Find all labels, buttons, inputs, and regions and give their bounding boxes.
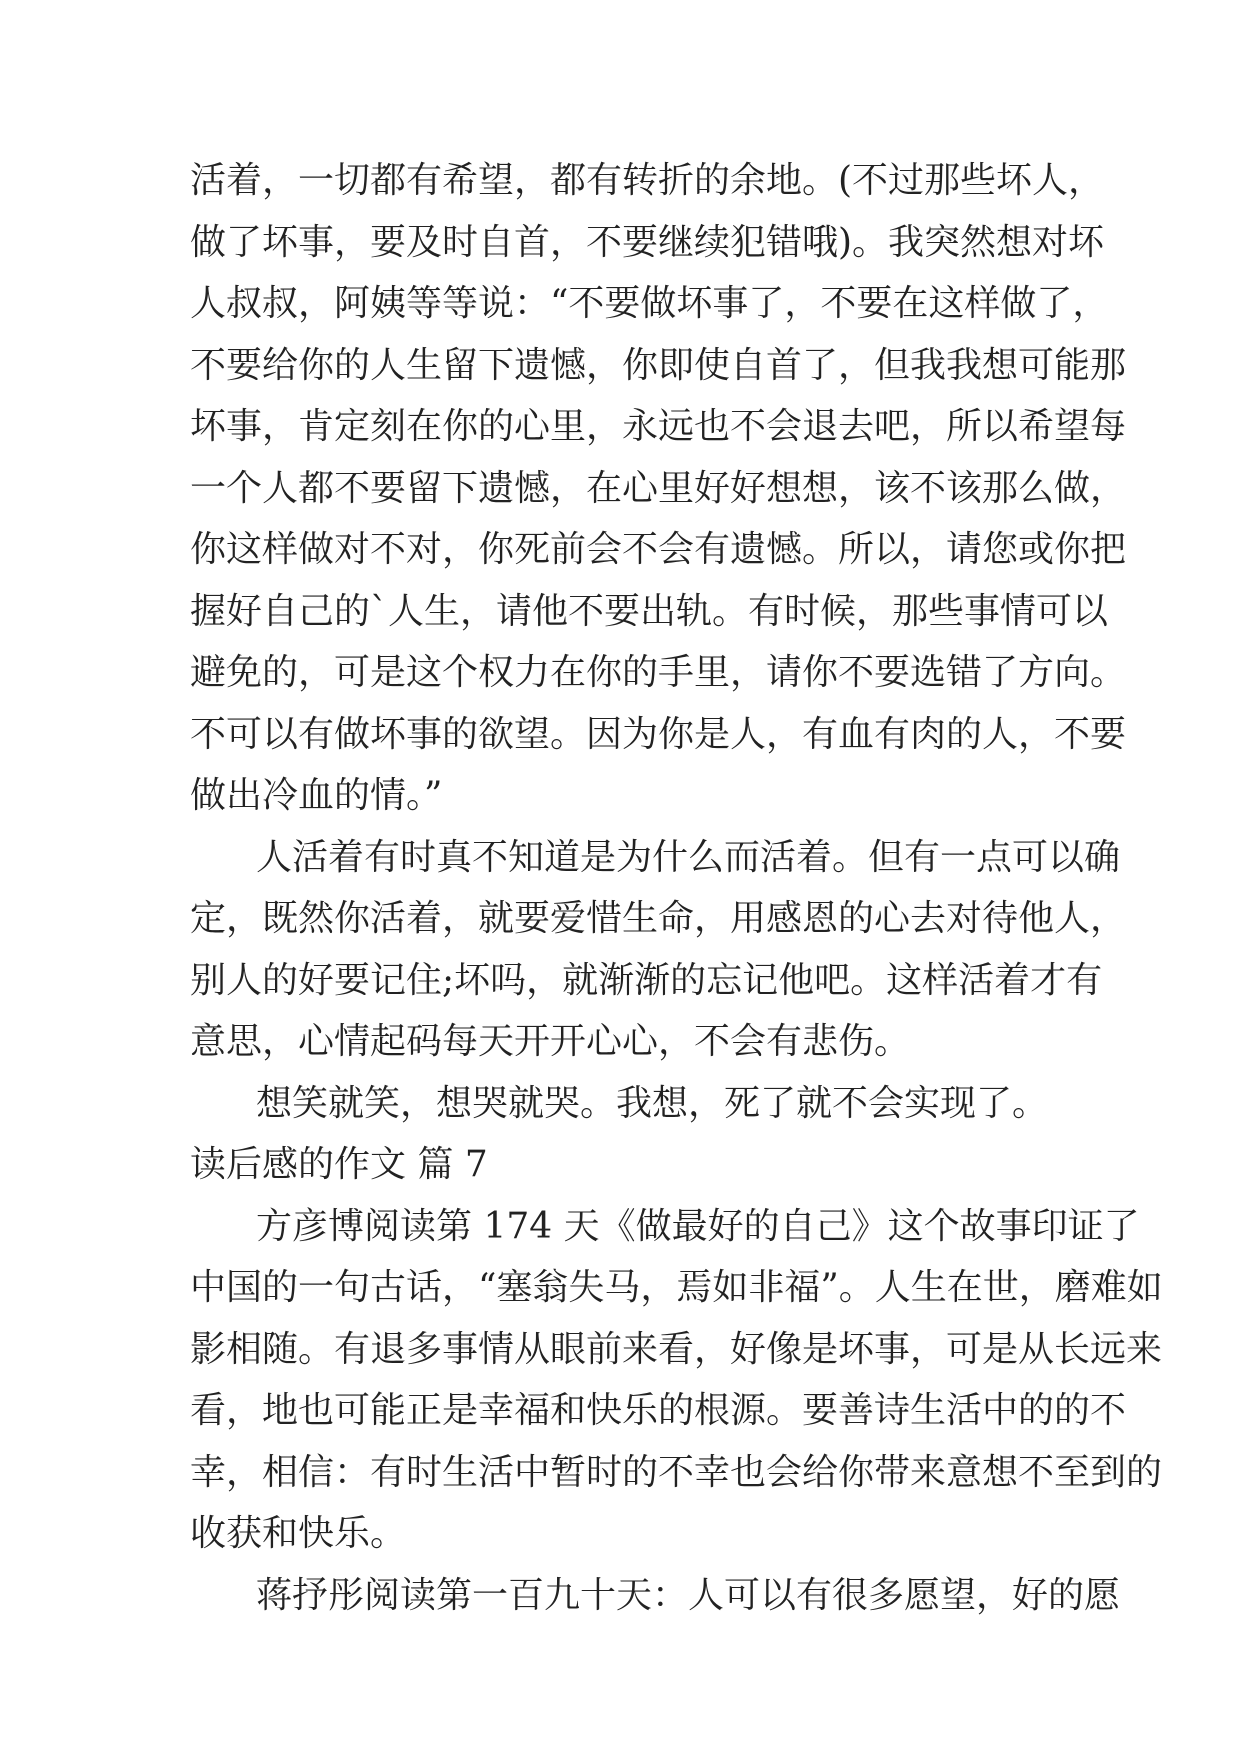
text-line: 一个人都不要留下遗憾，在心里好好想想，该不该那么做，: [190, 467, 1127, 509]
text-line: 做出冷血的情。”: [190, 775, 443, 816]
text-line: 定，既然你活着，就要爱惜生命，用感恩的心去对待他人，: [190, 898, 1127, 939]
text-line: 人叔叔，阿姨等等说：“不要做坏事了，不要在这样做了，: [190, 283, 1109, 324]
text-line: 方彦博阅读第 174 天《做最好的自己》这个故事印证了: [256, 1205, 1140, 1247]
text-line: 你这样做对不对，你死前会不会有遗憾。所以，请您或你把: [190, 529, 1127, 570]
text-line: 中国的一句古话，“塞翁失马，焉如非福”。人生在世，磨难如: [190, 1267, 1163, 1308]
section-heading: 读后感的作文 篇 7: [190, 1144, 488, 1185]
text-line: 意思，心情起码每天开开心心，不会有悲伤。: [190, 1021, 911, 1062]
text-line: 看，地也可能正是幸福和快乐的根源。要善诗生活中的的不: [190, 1390, 1127, 1431]
text-line: 人活着有时真不知道是为什么而活着。但有一点可以确: [256, 836, 1121, 878]
text-line: 活着，一切都有希望，都有转折的余地。(不过那些坏人，: [190, 160, 1105, 201]
text-line: 做了坏事，要及时自首，不要继续犯错哦)。我突然想对坏: [190, 221, 1105, 263]
text-line: 握好自己的`人生，请他不要出轨。有时候，那些事情可以: [190, 590, 1109, 632]
document-body: [190, 150, 1163, 1626]
text-line: 收获和快乐。: [190, 1513, 407, 1554]
text-line: 幸，相信：有时生活中暂时的不幸也会给你带来意想不至到的: [190, 1451, 1163, 1493]
text-line: 避免的，可是这个权力在你的手里，请你不要选错了方向。: [190, 652, 1127, 693]
text-line: 影相随。有退多事情从眼前来看，好像是坏事，可是从长远来: [190, 1328, 1163, 1370]
text-line: 不要给你的人生留下遗憾，你即使自首了，但我我想可能那: [190, 344, 1127, 386]
text-line: 想笑就笑，想哭就哭。我想，死了就不会实现了。: [256, 1082, 1049, 1124]
text-line: 不可以有做坏事的欲望。因为你是人，有血有肉的人，不要: [190, 713, 1127, 755]
text-line: 蒋抒彤阅读第一百九十天：人可以有很多愿望，好的愿: [256, 1574, 1121, 1616]
text-line: 别人的好要记住;坏吗，就渐渐的忘记他吧。这样活着才有: [190, 959, 1103, 1001]
text-line: 坏事，肯定刻在你的心里，永远也不会退去吧，所以希望每: [190, 406, 1127, 447]
